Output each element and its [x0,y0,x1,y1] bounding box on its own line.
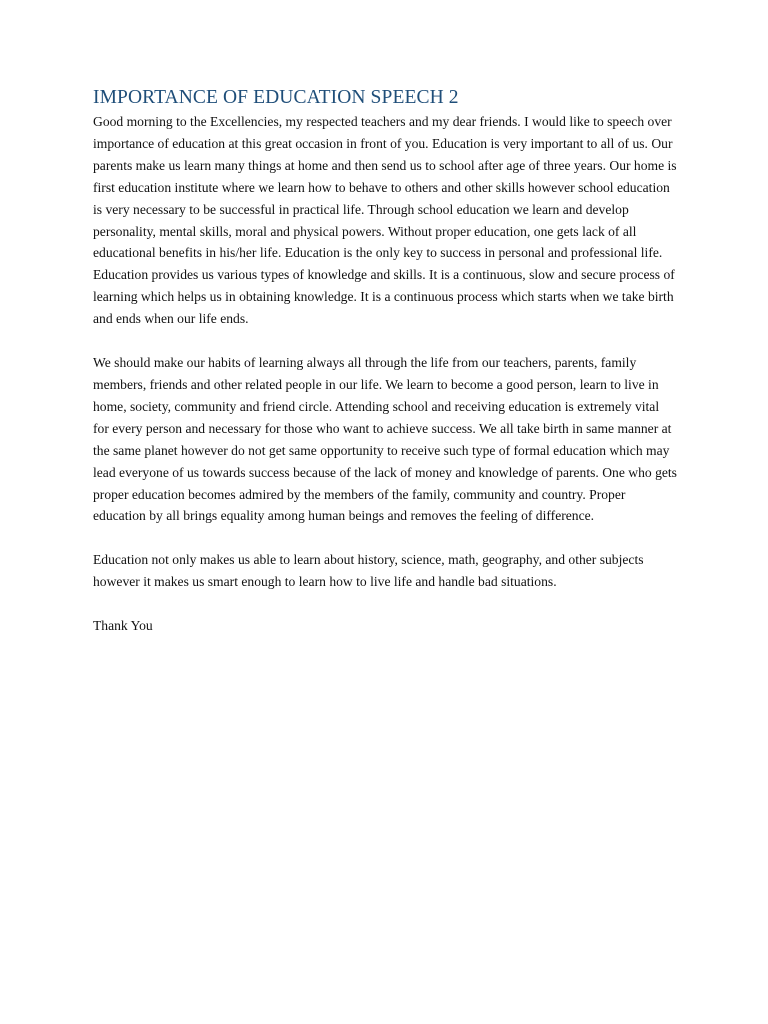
text-line: the same planet however do not get same opportunity to receive such type of formal education which may [93,442,670,458]
text-line: educational benefits in his/her life. Education is the only key to success in personal and professional life. [93,245,663,261]
text-line: is very necessary to be successful in practical life. Through school education we learn and develop [93,201,629,217]
text-line: importance of education at this great occasion in front of you. Education is very important to all of us. Our [93,135,673,151]
text-line: Education provides us various types of knowledge and skills. It is a continuous, slow and secure process of [93,267,675,283]
page-title: IMPORTANCE OF EDUCATION SPEECH 2 [93,87,459,108]
closing-line [93,615,680,637]
text-line: parents make us learn many things at home and then send us to school after age of three years. Our home is [93,157,677,173]
text-line: members, friends and other related people in our life. We learn to become a good person, learn to live in [93,376,659,392]
text-line: Education not only makes us able to learn about history, science, math, geography, and other subjects [93,552,644,568]
text-line: and ends when our life ends. [93,311,249,327]
paragraph-3 [93,549,680,593]
text-line: personality, mental skills, moral and physical powers. Without proper education, one gets lack of all [93,223,637,239]
text-line: education by all brings equality among human beings and removes the feeling of difference. [93,508,595,524]
paragraph-1 [93,111,680,330]
text-line: Good morning to the Excellencies, my respected teachers and my dear friends. I would like to speech over [93,114,672,129]
text-line: home, society, community and friend circle. Attending school and receiving education is extremely vital [93,398,660,414]
text-line: proper education becomes admired by the members of the family, community and country. Proper [93,486,626,502]
text-line: first education institute where we learn how to behave to others and other skills however school education [93,179,670,195]
text-line: learning which helps us in obtaining knowledge. It is a continuous process which starts when we take birth [93,289,674,305]
text-line: lead everyone of us towards success because of the lack of money and knowledge of parents. One who gets [93,464,677,480]
text-line: for every person and necessary for those who want to achieve success. We all take birth in same manner at [93,420,672,436]
text-line: We should make our habits of learning always all through the life from our teachers, parents, family [93,355,637,371]
paragraph-2 [93,352,680,527]
text-line: however it makes us smart enough to learn how to live life and handle bad situations. [93,574,557,590]
text-line: Thank You [93,618,153,634]
